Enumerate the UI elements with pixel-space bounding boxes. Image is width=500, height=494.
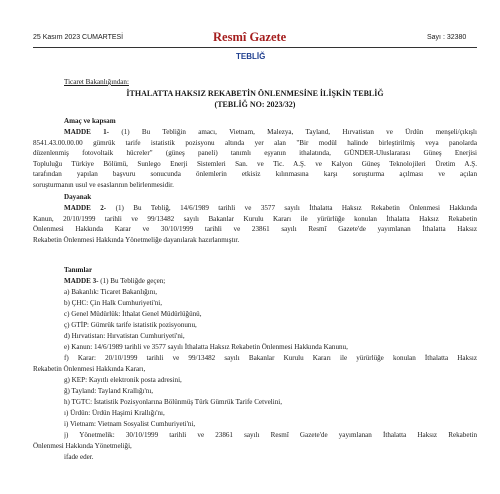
article-3-label: MADDE 3- bbox=[64, 277, 99, 285]
article-2-line: Kanun, 20/10/1999 tarihli ve 99/13482 sayılı Bakanlar Kurulu Kararı ile yürürlüğe konulan İthalatta Haksız Rekabetin bbox=[33, 214, 477, 223]
issue-number: Sayı : 32380 bbox=[427, 34, 467, 41]
definition-item: e) Kanun: 14/6/1989 tarihli ve 3577 sayılı İthalatta Haksız Rekabetin Önlenmesi Hakkında Kanunu, bbox=[64, 343, 348, 351]
article-2-line: Önlenmesi Hakkında Karar ve 30/10/1999 tarihli ve 23861 sayılı Resmî Gazete'de yayımlanan İthalatta Haksız bbox=[33, 225, 477, 233]
article-2-label: MADDE 2- bbox=[64, 204, 107, 212]
article-1-line: 8541.43.00.00.00 gümrük tarife istatistik pozisyonu altında yer alan "Bir modül halinde birleştirilmiş veya panolarda bbox=[33, 138, 477, 147]
section-label: TEBLİĞ bbox=[236, 52, 266, 61]
definition-item: f) Karar: 20/10/1999 tarihli ve 99/13482 sayılı Bakanlar Kurulu Kararı ile yürürlüğe konulan İthalatta Haksız bbox=[64, 354, 477, 362]
article-3-line bbox=[64, 276, 165, 287]
article-1-line: düzenlenmiş fotovoltaik hücreler" (güneş paneli) tanımlı eşyanın ithalatında, GÜNDER-Uluslararası Güneş Enerjisi bbox=[33, 149, 477, 157]
definition-item: ç) GTİP: Gümrük tarife istatistik pozisyonunu, bbox=[64, 321, 197, 329]
definition-item: d) Hırvatistan: Hırvatistan Cumhuriyeti'ni, bbox=[64, 332, 185, 340]
definition-item: j) Yönetmelik: 30/10/1999 tarihli ve 23861 sayılı Resmî Gazete'de yayımlanan İthalatta Haksız Rekabetin bbox=[64, 431, 477, 439]
section-heading-amac: Amaç ve kapsam bbox=[64, 117, 116, 125]
definition-item: h) TGTC: İstatistik Pozisyonlarına Bölünmüş Türk Gümrük Tarife Cetvelini, bbox=[64, 398, 283, 406]
article-2-text: (1) Bu Tebliğ, 14/6/1989 tarihli ve 3577 sayılı İthalatta Haksız Rekabetin Önlenmesi Hakkında bbox=[115, 204, 477, 212]
definition-item-continued: Rekabetin Önlenmesi Hakkında Kararı, bbox=[33, 364, 146, 373]
section-heading-tanimlar: Tanımlar bbox=[64, 266, 93, 274]
article-2-line: Rekabetin Önlenmesi Hakkında Yönetmeliğe dayanılarak hazırlanmıştır. bbox=[33, 235, 240, 244]
gazette-date: 25 Kasım 2023 CUMARTESİ bbox=[33, 34, 124, 41]
article-1-line bbox=[64, 127, 477, 138]
definition-item: b) ÇHC: Çin Halk Cumhuriyeti'ni, bbox=[64, 299, 163, 307]
definition-item: ğ) Tayland: Tayland Krallığı'nı, bbox=[64, 387, 154, 395]
section-heading-dayanak: Dayanak bbox=[64, 193, 92, 201]
document-number: (TEBLİĞ NO: 2023/32) bbox=[214, 100, 296, 109]
article-1-line: Topluluğu Türkiye Bölümü, Sunlego Enerji Sistemleri San. ve Tic. A.Ş. ve Kalyon Güneş Teknolojileri Üretim A.Ş. bbox=[33, 159, 477, 168]
article-1-line: soruşturmanın usul ve esaslarının belirlenmesidir. bbox=[33, 180, 174, 189]
definition-item: ı) Ürdün: Ürdün Haşimi Krallığı'nı, bbox=[64, 409, 165, 417]
article-3-intro: (1) Bu Tebliğde geçen; bbox=[100, 277, 166, 285]
article-1-label: MADDE 1- bbox=[64, 128, 110, 136]
article-1-line: tarafından yapılan başvuru sonucunda önlemlerin etkisiz kılınmasına karşı soruşturma açılması ve açılan bbox=[33, 170, 477, 178]
ministry-line: Ticaret Bakanlığından: bbox=[64, 78, 129, 86]
article-2-line bbox=[64, 203, 477, 214]
definition-item: i) Vietnam: Vietnam Sosyalist Cumhuriyeti'ni, bbox=[64, 420, 196, 428]
definition-item: a) Bakanlık: Ticaret Bakanlığını, bbox=[64, 288, 157, 296]
definition-closing: ifade eder. bbox=[64, 453, 94, 461]
article-1-text: (1) Bu Tebliğin amacı, Vietnam, Malezya, Tayland, Hırvatistan ve Ürdün menşeli/çıkışlı bbox=[121, 128, 477, 136]
document-title: İTHALATTA HAKSIZ REKABETİN ÖNLENMESİNE İLİŞKİN TEBLİĞ bbox=[126, 89, 384, 98]
definition-item: g) KEP: Kayıtlı elektronik posta adresini, bbox=[64, 376, 182, 384]
gazette-title: Resmî Gazete bbox=[213, 30, 287, 44]
header-rule bbox=[33, 47, 477, 48]
definition-item-continued: Önlenmesi Hakkında Yönetmeliği, bbox=[33, 441, 132, 450]
definition-item: c) Genel Müdürlük: İthalat Genel Müdürlüğünü, bbox=[64, 310, 202, 318]
